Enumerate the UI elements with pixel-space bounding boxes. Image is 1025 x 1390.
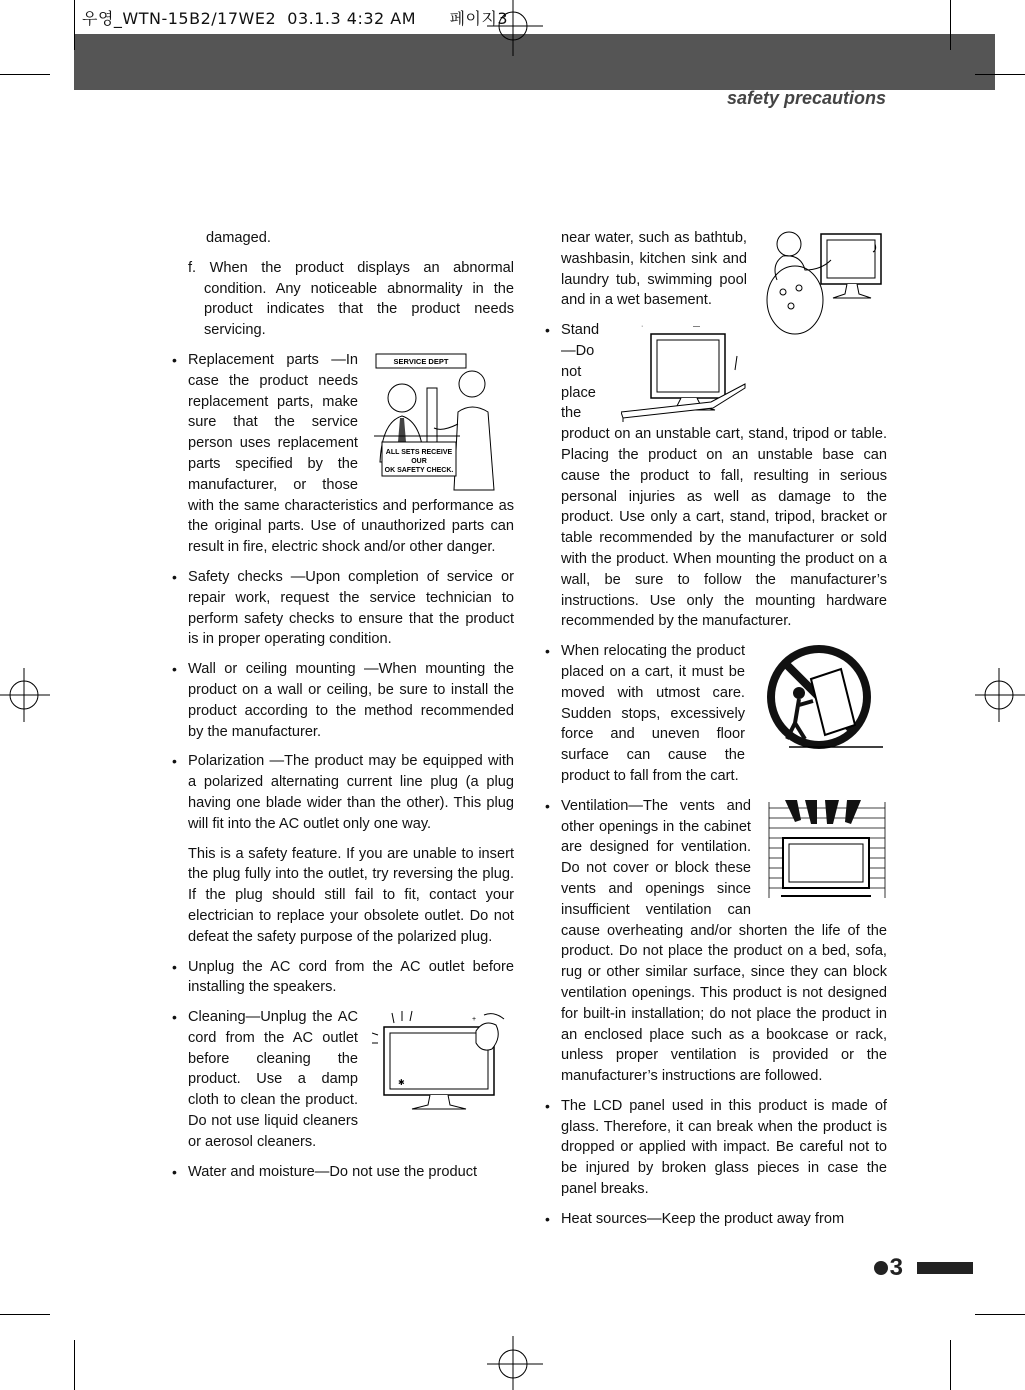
trim-mark: [0, 1314, 50, 1315]
replacement-text: Replacement parts —In case the product needs replacement parts, make sure that the service person uses replacement parts specified by the manufacturer, or those with the same characteristics and performance as the original parts. Use of unauthorized parts can result in fire, electric shock and/or other danger.: [188, 351, 514, 556]
slug-file: 우영_WTN-15B2/17WE2: [82, 9, 277, 28]
stand-text: Stand—Do not place the product on an unstable cart, stand, tripod or table. Placing the product on an unstable base can cause the product to fall, resulting in serious personal injuries as well as damage to the product. Use only a cart, stand, tripod, bracket or table recommended by the manufacturer or sold with the product. When mounting the product on a wall, be sure to follow the manufacturer’s instructions. Use only the mounting hardware recommended by the manufacturer.: [561, 322, 887, 630]
service-note-text: ALL SETS RECEIVE OUR OK SAFETY CHECK.: [384, 448, 454, 474]
slug-page: 페이지3: [449, 9, 509, 28]
page-dot: [874, 1261, 888, 1275]
relocating-item: [543, 641, 887, 787]
svg-text:✱: • ✱: [398, 1078, 405, 1088]
ventilation-illustration: [765, 798, 887, 900]
registration-mark: [0, 668, 50, 722]
service-sign-text: • SERVICE DEPT: [393, 356, 449, 366]
print-slug: [82, 6, 508, 29]
item-f: f. When the product displays an abnormal condition. Any noticeable abnormality in the product indicates that the product needs servicing.: [188, 259, 514, 339]
slug-date: 03.1.3 4:32 AM: [287, 9, 417, 28]
page-number: [874, 1254, 903, 1282]
polarization-item: • Polarization —The product may be equipped with a polarized alternating current line plug (a plug having one blade wider than the other). This plug will fit into the AC outlet only one way.: [170, 751, 514, 834]
trim-mark: [975, 1314, 1025, 1315]
safety-checks-item: • Safety checks —Upon completion of service or repair work, request the service technician to perform safety checks to ensure that the product is in proper operating condition.: [170, 567, 514, 650]
stand-item: [543, 320, 887, 632]
cleaning-illustration: [372, 1009, 514, 1115]
registration-mark: [487, 1336, 543, 1390]
registration-mark: [975, 668, 1025, 722]
left-column: [170, 228, 514, 1191]
mounting-item: • Wall or ceiling mounting —When mounting the product on a wall or ceiling, be sure to install the product according to the method recommended by the manufacturer.: [170, 659, 514, 742]
svg-text:·: • ·: [641, 323, 644, 331]
water-item: • Water and moisture—Do not use the product: [170, 1162, 514, 1183]
page-bar: [917, 1262, 973, 1274]
cart-warning-illustration: [759, 643, 887, 755]
trim-mark: [74, 0, 75, 50]
heat-item: • Heat sources—Keep the product away from: [543, 1209, 887, 1230]
registration-mark: [487, 0, 543, 56]
replacement-item: [170, 350, 514, 558]
trim-mark: [975, 74, 1025, 75]
trim-mark: [950, 1340, 951, 1390]
svg-text:—: —: [693, 323, 700, 331]
ventilation-text: Ventilation—The vents and other openings in the cabinet are designed for ventilation. Do not cover or block these vents and openings since insufficient ventilation can cause overheating and/or shorten the life of the product. Do not place the product on a bed, sofa, rug or other similar surface, since they can block ventilation openings. This product is not designed for built-in installation; do not place the product in an enclosed place such as a bookcase or rack, unless proper ventilation is provided or the manufacturer’s instructions are followed.: [561, 797, 887, 1085]
service-illustration: [372, 352, 514, 492]
relocating-text: When relocating the product placed on a cart, it must be moved with utmost care. Sudden stops, excessively force and uneven floor surface can cause the product to fall from the cart.: [561, 643, 745, 784]
near-water-item: [543, 228, 887, 311]
polarization-note: This is a safety feature. If you are unable to insert the plug fully into the outlet, try reversing the plug. If the plug should still fail to fit, contact your electrician to replace your obsolete outlet. Do not defeat the safety purpose of the polarized plug.: [188, 845, 514, 945]
svg-text:+: +: [472, 1016, 477, 1024]
unplug-item: • Unplug the AC cord from the AC outlet before installing the speakers.: [170, 957, 514, 999]
damaged-text: damaged.: [206, 230, 271, 246]
trim-mark: [950, 0, 951, 50]
cleaning-text: Cleaning—Unplug the AC cord from the AC outlet before cleaning the product. Use a damp cloth to clean the product. Do not use liquid cleaners or aerosol cleaners.: [188, 1009, 358, 1150]
ventilation-item: [543, 796, 887, 1087]
lcd-item: • The LCD panel used in this product is made of glass. Therefore, it can break when the product is dropped or applied with impact. Be careful not to be injured by broken glass pieces in case the panel breaks.: [543, 1096, 887, 1200]
stand-illustration: [621, 322, 747, 422]
trim-mark: [0, 74, 50, 75]
trim-mark: [74, 1340, 75, 1390]
section-title: safety precautions: [726, 88, 886, 108]
near-water-text: near water, such as bathtub, washbasin, kitchen sink and laundry tub, swimming pool and in a wet basement.: [561, 230, 747, 309]
page-number-text: 3: [889, 1254, 903, 1281]
cleaning-item: [170, 1007, 514, 1153]
right-column: [543, 228, 887, 1239]
